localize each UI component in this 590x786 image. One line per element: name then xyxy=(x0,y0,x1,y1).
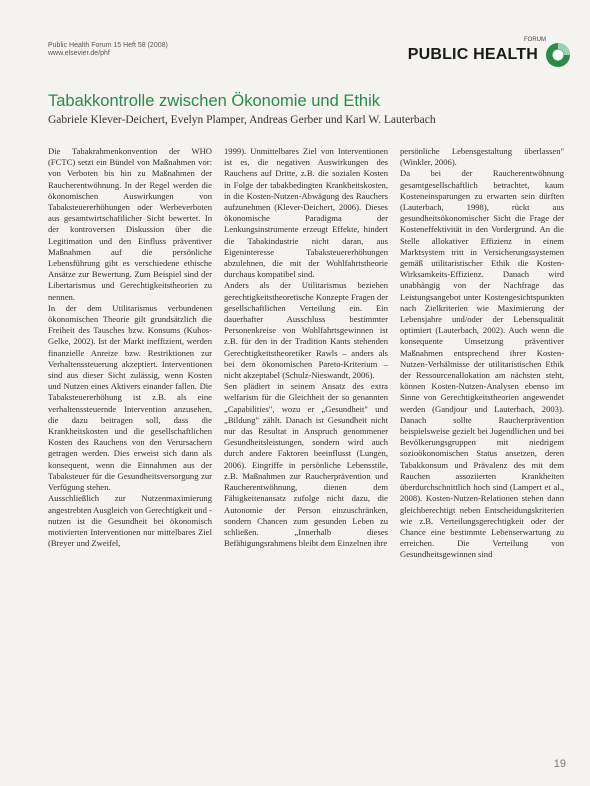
paragraph: Anders als der Utilitarismus beziehen gerechtigkeitstheoretische Konzepte Fragen der gesellschaftlichen Verteilung ein. Ein dauerhafter Ausschluss bestimmter Personenkreise von Wohlfahrtsgewinnen ist z.B. für den in der Tradition Kants stehenden Gerechtigkeitstheoretiker Rawls – anders als bei dem ökonomischen Pareto-Kriterium – nicht akzeptabel (Schulz-Nieswandt, 2006). xyxy=(224,280,388,381)
journal-info xyxy=(48,42,248,58)
column-3 xyxy=(400,146,564,756)
paragraph: Sen plädiert in seinem Ansatz des extra welfarism für die Gleichheit der so genannten „Capabilities", wozu er „Gesundheit" und „Bildung" zählt. Danach ist Gesundheit nicht nur das Resultat in Anspruch genommener Gesundheitsleistungen, sondern wird auch durch andere Faktoren beeinflusst (Lungen, 2006). Eingriffe in persönliche Lebensstile, z.B. Maßnahmen zur Raucherprävention und Raucherentwöhnung, dienen dem Fähigkeitenansatz zufolge nicht dazu, die Autonomie der Person einzuschränken, sondern Chancen zum gesunden Leben zu schließen. „Innerhalb dieses Befähigungsrahmens bleibt dem Einzelnen ihre xyxy=(224,381,388,549)
column-2 xyxy=(224,146,388,756)
paragraph: persönliche Lebensgestaltung überlassen" (Winkler, 2006). xyxy=(400,146,564,168)
journal-url: www.elsevier.de/phf xyxy=(48,50,110,57)
column-1 xyxy=(48,146,212,756)
paragraph: In der dem Utilitarismus verbundenen ökonomischen Theorie gilt grundsätzlich die Freiheit des Tausches bzw. Konsums (Kuhos-Gelke, 2002). Ist der Markt ineffizient, werden finanzielle Anreize bzw. Restriktionen zur Verhaltenssteuerung akzeptiert. Interventionen sind aus dieser Sicht zulässig, wenn Kosten und Nutzen eines Aktivers einander fallen. Die Tabaksteuererhöhung ist z.B. als eine verhaltenssteuernde Intervention anzusehen, die dazu beitragen soll, dass die Krankheitskosten und die gesellschaftlichen Kosten des Rauchens von den Verursachern getragen werden. Dies erweist sich dann als konsequent, wenn die Einnahmen aus der Tabaksteuer für die Gesundheitsversorgung zur Verfügung stehen. xyxy=(48,302,212,493)
page-number: 19 xyxy=(553,758,566,770)
paragraph: 1999). Unmittelbares Ziel von Interventionen ist es, die negativen Auswirkungen des Rauchens auf Dritte, z.B. die sozialen Kosten in Folge der tabakbedingten Krankheitskosten, in die Kosten-Nutzen-Abwägung des Rauchers aufzunehmen (Klever-Deichert, 2006). Dieses ökonomische Paradigma der Lenkungsinstrumente erzeugt Effekte, hindert die Tabakindustrie nicht daran, aus Eigeninteresse Tabaksteuererhöhungen abzulehnen, die mit der Wohlfahrtstheorie durchaus kompatibel sind. xyxy=(224,146,388,280)
paragraph: Die Tabakrahmenkonvention der WHO (FCTC) setzt ein Bündel von Maßnahmen vor: von Verboten bis hin zu Maßnahmen der Raucherentwöhnung. In der Regel werden die ökonomischen Auswirkungen von Tabaksteuererhöhungen oder Werbeverboten aus gesamtwirtschaftlicher Sicht bewertet. In der kontroversen Diskussion über die Legitimation und den Einfluss präventiver Maßnahmen auf die persönliche Lebensführung gibt es verschiedene ethische Ansätze zur Bewertung. Zum Beispiel sind der Libertarismus und Gerechtigkeitstheorien zu nennen. xyxy=(48,146,212,302)
logo-forum-label: FORUM xyxy=(524,37,546,43)
article-body xyxy=(48,146,564,756)
logo-circle-icon xyxy=(544,41,572,69)
article-title: Tabakkontrolle zwischen Ökonomie und Ethik xyxy=(48,92,381,111)
paragraph: Da bei der Raucherentwöhnung gesamtgesellschaftlich betrachtet, kaum Kosteneinsparungen zu erwarten sein dürften (Lauterbach, 1998), rückt aus gesundheitsökonomischer Sicht die Frage der Kosteneffektivität in den Vordergrund. An die Stelle allokativer Effizienz in einem Marktsystem tritt in Versicherungssystemen gemäß utilitaristischer Ethik die Kosten-Wirksamkeits-Effizienz. Danach wird unabhängig von der Nachfrage das Leistungsangebot unter Kostengesichtspunkten nach Zielkriterien wie Maximierung der Lebensjahre und/oder der Lebensqualität optimiert (Lauterbach, 2002). Auch wenn die konsequente Umsetzung präventiver Maßnahmen entsprechend ihrer Kosten-Nutzen-Verhältnisse der utilitaristischen Ethik der Ressourcenallokation am nächsten steht, können Kosten-Nutzen-Analysen ebenso im Sinne von Gerechtigkeitstheorien angewendet werden (Gandjour und Lauterbach, 2003). Danach sollte Raucherprävention beispielsweise gezielt bei Jugendlichen und bei Bevölkerungsgruppen mit niedrigem sozioökonomischen Status ansetzen, deren Tabakkonsum und Prävalenz des mit dem Rauchen assoziierten Krankheiten überdurchschnittlich hoch sind (Lampert et al., 2008). Kosten-Nutzen-Relationen stehen dann gleichberechtigt neben Entscheidungskriterien wie z.B. Verteilungsgerechtigkeit oder der Chance eine bestimmte Lebenserwartung zu erreichen. Die Verteilung von Gesundheitsgewinnen sind xyxy=(400,168,564,560)
article-authors: Gabriele Klever-Deichert, Evelyn Plamper, Andreas Gerber und Karl W. Lauterbach xyxy=(48,114,436,126)
journal-citation: Public Health Forum 15 Heft 58 (2008) xyxy=(48,42,168,49)
logo-text: PUBLIC HEALTH xyxy=(407,46,538,63)
paragraph: Ausschließlich zur Nutzenmaximierung angestrebten Ausgleich von Gerechtigkeit und -nutzen ist die Gesundheit bei ökonomisch motivierten Interventionen nur mittelbares Ziel (Breyer und Zweifel, xyxy=(48,493,212,549)
public-health-logo xyxy=(372,36,572,76)
